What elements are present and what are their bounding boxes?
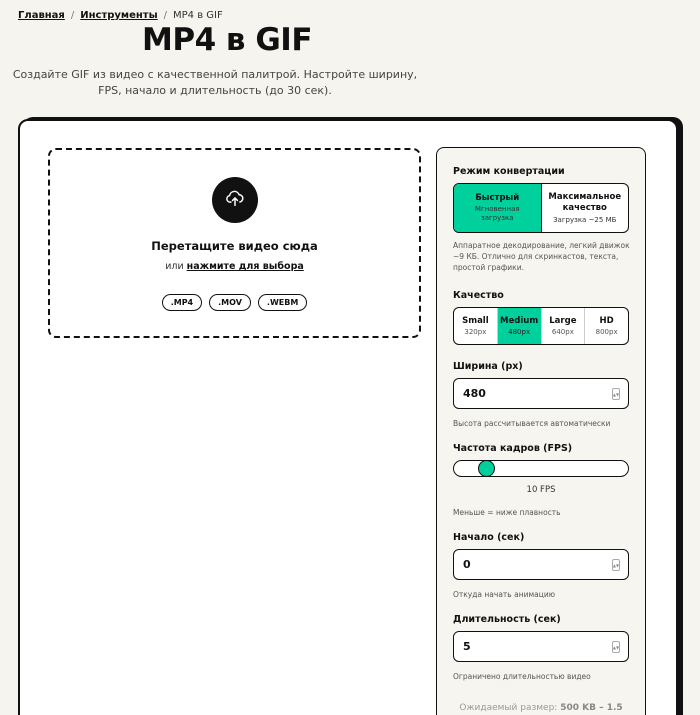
fps-label: Частота кадров (FPS) [453, 443, 573, 454]
duration-input[interactable] [453, 631, 629, 662]
estimate-value: 500 KB – 1.5 [560, 703, 623, 713]
mode-label: Режим конвертации [453, 166, 565, 177]
quality-label: Качество [453, 290, 504, 301]
breadcrumb-tools-link[interactable]: Инструменты [80, 10, 158, 21]
mode-hint: Аппаратное декодирование, легкий движок ~9 КБ. Отлично для скринкастов, текста, простой графики. [453, 241, 630, 272]
quality-option-title: Large [549, 316, 577, 326]
start-stepper-icon[interactable]: ▲▼ [612, 559, 620, 571]
duration-stepper-icon[interactable]: ▲▼ [612, 641, 620, 653]
start-value: 0 [463, 558, 471, 571]
quality-option-size: 640px [551, 328, 574, 336]
breadcrumb-separator: / [70, 10, 75, 21]
quality-option-large[interactable] [542, 308, 586, 344]
mode-option-title: Максимальное качество [548, 191, 622, 213]
duration-value: 5 [463, 640, 471, 653]
converter-card [18, 119, 678, 715]
format-chip-mp4: .MP4 [162, 294, 202, 311]
start-hint: Откуда начать анимацию [453, 590, 556, 599]
quality-option-size: 800px [595, 328, 618, 336]
settings-panel [436, 147, 646, 715]
quality-selector [453, 307, 629, 345]
estimate-label: Ожидаемый размер: [459, 703, 558, 713]
duration-label: Длительность (сек) [453, 614, 561, 625]
dropzone-title: Перетащите видео сюда [151, 239, 318, 253]
estimated-size [437, 703, 645, 713]
duration-hint: Ограничено длительностью видео [453, 672, 591, 681]
browse-files-link[interactable]: нажмите для выбора [186, 261, 304, 272]
dropzone-or-text: или [165, 261, 184, 272]
video-dropzone[interactable] [48, 148, 421, 338]
breadcrumb-current: MP4 в GIF [173, 10, 223, 21]
quality-option-small[interactable] [454, 308, 498, 344]
width-hint: Высота рассчитывается автоматически [453, 419, 611, 428]
width-label: Ширина (px) [453, 361, 523, 372]
quality-option-title: Small [462, 316, 489, 326]
page-title: MP4 в GIF [142, 22, 312, 58]
mode-option-subtitle: Мгновенная загрузка [474, 205, 520, 222]
cloud-upload-icon [225, 189, 245, 211]
quality-option-title: Medium [500, 316, 539, 326]
fps-hint: Меньше = ниже плавность [453, 508, 561, 517]
start-input[interactable] [453, 549, 629, 580]
quality-option-title: HD [599, 316, 614, 326]
quality-option-medium[interactable] [498, 308, 542, 344]
dropzone-subtitle [50, 261, 419, 272]
upload-button[interactable] [212, 177, 258, 223]
quality-option-size: 320px [464, 328, 487, 336]
width-stepper-icon[interactable]: ▲▼ [612, 388, 620, 400]
width-input[interactable] [453, 378, 629, 409]
mode-option-title: Быстрый [475, 193, 520, 203]
quality-option-hd[interactable] [585, 308, 628, 344]
supported-formats [50, 294, 419, 311]
mode-option-max-quality[interactable] [542, 184, 629, 232]
page-subtitle: Создайте GIF из видео с качественной палитрой. Настройте ширину, FPS, начало и длительность (до 30 сек). [12, 68, 418, 97]
mode-option-fast[interactable] [454, 184, 542, 232]
quality-option-size: 480px [508, 328, 531, 336]
start-label: Начало (сек) [453, 532, 525, 543]
width-value: 480 [463, 387, 486, 400]
breadcrumb [18, 10, 223, 21]
format-chip-webm: .WEBM [258, 294, 307, 311]
fps-value: 10 FPS [526, 485, 556, 495]
breadcrumb-separator: / [163, 10, 167, 21]
fps-slider[interactable] [453, 460, 629, 477]
mode-option-subtitle: Загрузка ~25 МБ [553, 215, 617, 224]
format-chip-mov: .MOV [209, 294, 251, 311]
breadcrumb-home-link[interactable]: Главная [18, 10, 65, 21]
fps-slider-thumb[interactable] [478, 460, 495, 477]
conversion-mode-toggle [453, 183, 629, 233]
